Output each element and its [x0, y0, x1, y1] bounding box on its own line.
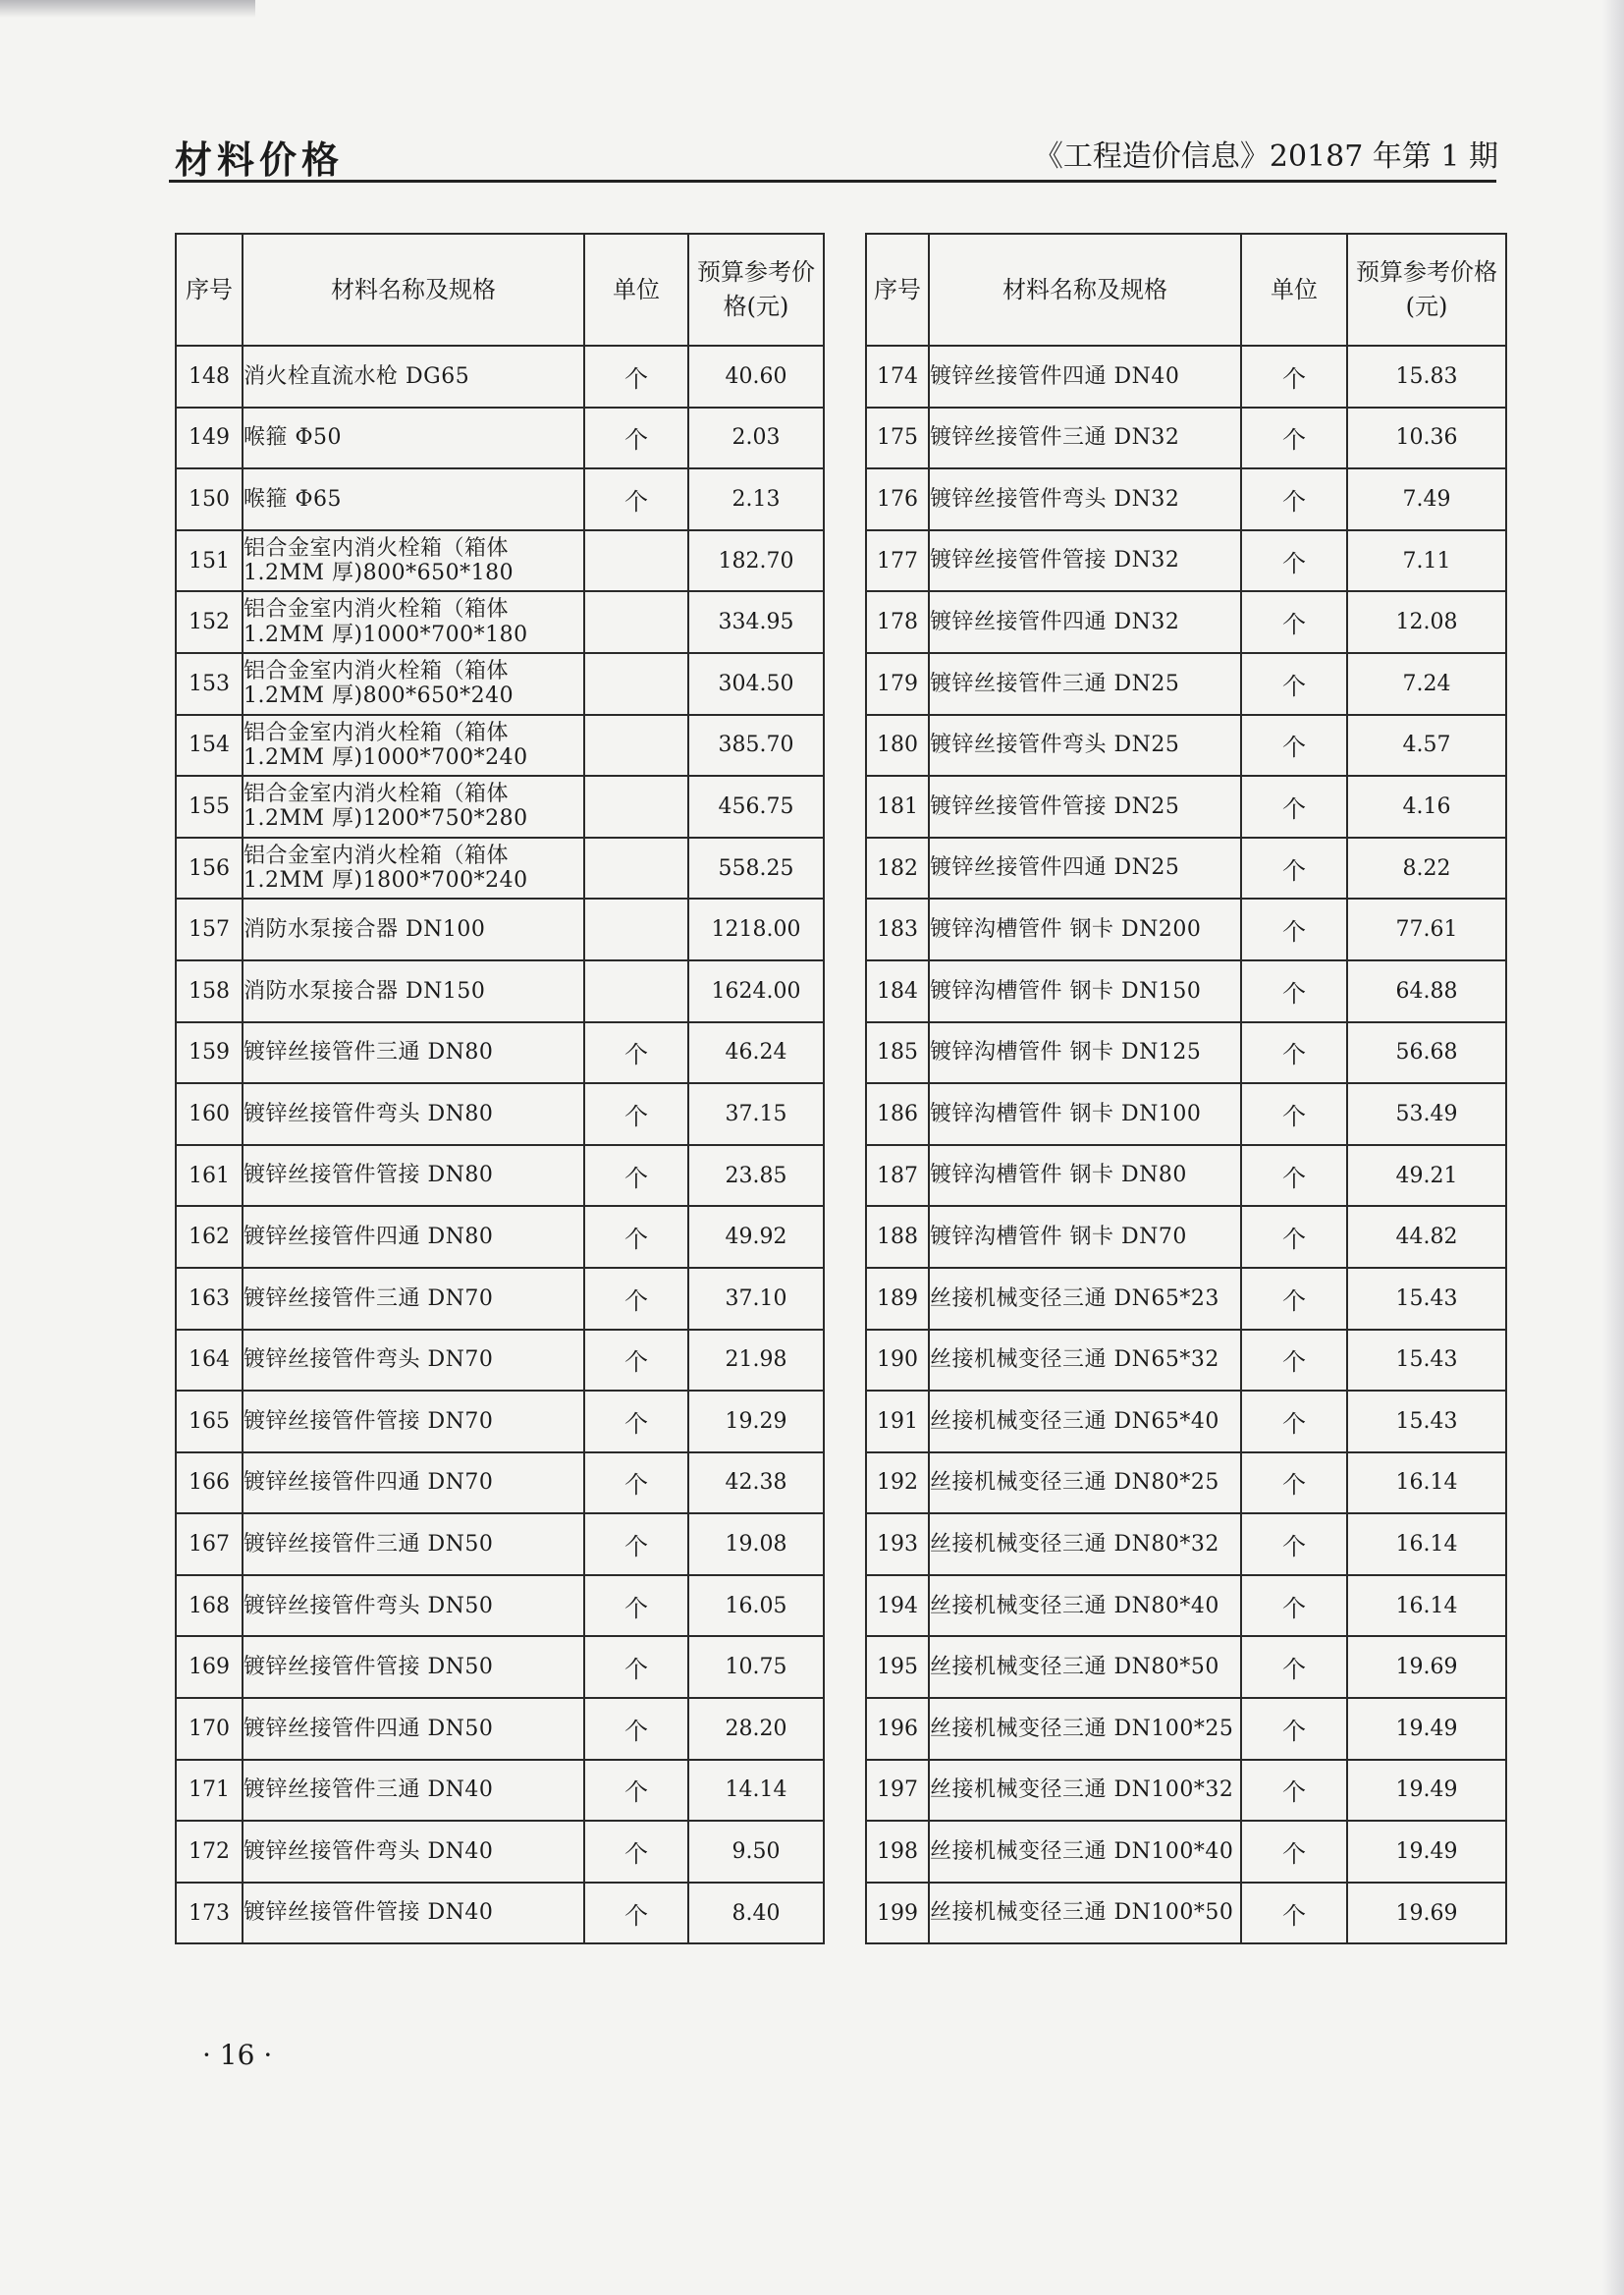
price-cell: 49.92	[688, 1206, 824, 1268]
name-cell: 镀锌丝接管件三通 DN32	[929, 408, 1241, 469]
seq-cell: 190	[866, 1330, 929, 1392]
table-row	[866, 1452, 1506, 1514]
unit-cell: 个	[1241, 1698, 1347, 1760]
seq-cell: 197	[866, 1760, 929, 1822]
unit-cell: 个	[1241, 1513, 1347, 1575]
column-header-seq: 序号	[176, 234, 243, 346]
table-row	[176, 1760, 824, 1822]
price-cell: 16.14	[1347, 1452, 1506, 1514]
seq-cell: 148	[176, 346, 243, 408]
price-cell: 16.05	[688, 1575, 824, 1637]
price-table-left	[175, 233, 825, 1944]
column-header-name: 材料名称及规格	[243, 234, 584, 346]
table-row	[866, 1636, 1506, 1698]
seq-cell: 162	[176, 1206, 243, 1268]
unit-cell: 个	[584, 1513, 688, 1575]
seq-cell: 166	[176, 1452, 243, 1514]
table-row	[176, 1206, 824, 1268]
table-row	[176, 1513, 824, 1575]
seq-cell: 150	[176, 468, 243, 530]
seq-cell: 156	[176, 838, 243, 900]
seq-cell: 168	[176, 1575, 243, 1637]
table-row	[866, 1268, 1506, 1330]
name-cell: 镀锌丝接管件管接 DN70	[243, 1391, 584, 1452]
table-row	[866, 1330, 1506, 1392]
table-row	[176, 346, 824, 408]
price-cell: 44.82	[1347, 1206, 1506, 1268]
seq-cell: 160	[176, 1083, 243, 1145]
seq-cell: 161	[176, 1145, 243, 1207]
price-cell: 21.98	[688, 1330, 824, 1392]
seq-cell: 175	[866, 408, 929, 469]
seq-cell: 149	[176, 408, 243, 469]
price-cell: 64.88	[1347, 960, 1506, 1022]
table-row	[176, 1698, 824, 1760]
name-cell: 镀锌沟槽管件 钢卡 DN200	[929, 899, 1241, 960]
table-row	[176, 1330, 824, 1392]
unit-cell: 个	[584, 1452, 688, 1514]
name-cell: 丝接机械变径三通 DN100*32	[929, 1760, 1241, 1822]
name-cell: 丝接机械变径三通 DN80*40	[929, 1575, 1241, 1637]
price-cell: 456.75	[688, 776, 824, 838]
table-row	[866, 591, 1506, 653]
price-cell: 15.43	[1347, 1391, 1506, 1452]
name-cell: 镀锌沟槽管件 钢卡 DN70	[929, 1206, 1241, 1268]
unit-cell: 个	[1241, 1083, 1347, 1145]
seq-cell: 187	[866, 1145, 929, 1207]
name-cell: 丝接机械变径三通 DN65*40	[929, 1391, 1241, 1452]
page-number: · 16 ·	[202, 2039, 273, 2071]
column-header-unit: 单位	[1241, 234, 1347, 346]
name-cell: 镀锌丝接管件管接 DN25	[929, 776, 1241, 838]
price-cell: 37.10	[688, 1268, 824, 1330]
seq-cell: 154	[176, 715, 243, 777]
name-cell: 铝合金室内消火栓箱（箱体1.2MM 厚)800*650*180	[243, 530, 584, 592]
unit-cell: 个	[1241, 1636, 1347, 1698]
price-cell: 40.60	[688, 346, 824, 408]
table-row	[176, 1883, 824, 1944]
name-cell: 铝合金室内消火栓箱（箱体1.2MM 厚)1800*700*240	[243, 838, 584, 900]
price-cell: 1218.00	[688, 899, 824, 960]
seq-cell: 174	[866, 346, 929, 408]
table-row	[176, 715, 824, 777]
seq-cell: 181	[866, 776, 929, 838]
unit-cell	[584, 899, 688, 960]
price-cell: 12.08	[1347, 591, 1506, 653]
price-cell: 16.14	[1347, 1575, 1506, 1637]
seq-cell: 180	[866, 715, 929, 777]
seq-cell: 188	[866, 1206, 929, 1268]
seq-cell: 198	[866, 1821, 929, 1883]
price-cell: 1624.00	[688, 960, 824, 1022]
unit-cell: 个	[584, 408, 688, 469]
unit-cell	[584, 776, 688, 838]
unit-cell: 个	[1241, 1821, 1347, 1883]
unit-cell: 个	[584, 1145, 688, 1207]
unit-cell: 个	[1241, 1883, 1347, 1944]
price-cell: 23.85	[688, 1145, 824, 1207]
price-cell: 10.75	[688, 1636, 824, 1698]
seq-cell: 186	[866, 1083, 929, 1145]
price-cell: 9.50	[688, 1821, 824, 1883]
unit-cell: 个	[1241, 530, 1347, 592]
name-cell: 镀锌丝接管件四通 DN70	[243, 1452, 584, 1514]
price-cell: 19.49	[1347, 1760, 1506, 1822]
unit-cell: 个	[1241, 1268, 1347, 1330]
unit-cell: 个	[584, 1821, 688, 1883]
table-row	[176, 530, 824, 592]
seq-cell: 159	[176, 1022, 243, 1084]
price-cell: 2.13	[688, 468, 824, 530]
table-row	[176, 1391, 824, 1452]
unit-cell: 个	[1241, 1022, 1347, 1084]
table-row	[176, 408, 824, 469]
seq-cell: 157	[176, 899, 243, 960]
price-cell: 46.24	[688, 1022, 824, 1084]
price-cell: 15.43	[1347, 1330, 1506, 1392]
price-cell: 8.40	[688, 1883, 824, 1944]
table-row	[176, 1636, 824, 1698]
unit-cell: 个	[1241, 1145, 1347, 1207]
price-cell: 37.15	[688, 1083, 824, 1145]
table-row	[176, 776, 824, 838]
name-cell: 喉箍 Φ50	[243, 408, 584, 469]
name-cell: 镀锌丝接管件弯头 DN50	[243, 1575, 584, 1637]
name-cell: 丝接机械变径三通 DN65*23	[929, 1268, 1241, 1330]
unit-cell: 个	[1241, 591, 1347, 653]
unit-cell: 个	[1241, 1760, 1347, 1822]
unit-cell: 个	[584, 1883, 688, 1944]
name-cell: 镀锌丝接管件管接 DN50	[243, 1636, 584, 1698]
unit-cell: 个	[1241, 838, 1347, 900]
name-cell: 镀锌丝接管件管接 DN32	[929, 530, 1241, 592]
seq-cell: 153	[176, 653, 243, 715]
seq-cell: 182	[866, 838, 929, 900]
name-cell: 镀锌丝接管件三通 DN50	[243, 1513, 584, 1575]
price-cell: 7.24	[1347, 653, 1506, 715]
name-cell: 喉箍 Φ65	[243, 468, 584, 530]
price-cell: 4.57	[1347, 715, 1506, 777]
unit-cell: 个	[1241, 1391, 1347, 1452]
price-cell: 53.49	[1347, 1083, 1506, 1145]
seq-cell: 158	[176, 960, 243, 1022]
unit-cell: 个	[1241, 899, 1347, 960]
price-cell: 49.21	[1347, 1145, 1506, 1207]
price-cell: 8.22	[1347, 838, 1506, 900]
name-cell: 丝接机械变径三通 DN100*50	[929, 1883, 1241, 1944]
table-row	[176, 960, 824, 1022]
table-row	[866, 408, 1506, 469]
price-cell: 19.29	[688, 1391, 824, 1452]
unit-cell: 个	[584, 1760, 688, 1822]
name-cell: 镀锌丝接管件弯头 DN32	[929, 468, 1241, 530]
seq-cell: 184	[866, 960, 929, 1022]
column-header-price: 预算参考价格(元)	[1347, 234, 1506, 346]
table-row	[866, 838, 1506, 900]
table-row	[866, 1698, 1506, 1760]
column-header-unit: 单位	[584, 234, 688, 346]
scan-edge-shadow	[1602, 0, 1624, 2295]
name-cell: 镀锌丝接管件四通 DN50	[243, 1698, 584, 1760]
name-cell: 镀锌丝接管件三通 DN70	[243, 1268, 584, 1330]
price-cell: 10.36	[1347, 408, 1506, 469]
name-cell: 丝接机械变径三通 DN100*25	[929, 1698, 1241, 1760]
seq-cell: 193	[866, 1513, 929, 1575]
table-row	[176, 1022, 824, 1084]
name-cell: 镀锌沟槽管件 钢卡 DN150	[929, 960, 1241, 1022]
unit-cell: 个	[584, 1575, 688, 1637]
table-row	[866, 960, 1506, 1022]
unit-cell: 个	[1241, 1452, 1347, 1514]
table-row	[176, 591, 824, 653]
name-cell: 丝接机械变径三通 DN65*32	[929, 1330, 1241, 1392]
table-row	[176, 838, 824, 900]
table-row	[866, 653, 1506, 715]
price-cell: 19.69	[1347, 1636, 1506, 1698]
price-cell: 182.70	[688, 530, 824, 592]
name-cell: 消火栓直流水枪 DG65	[243, 346, 584, 408]
publication-title: 《工程造价信息》20187 年第 1 期	[1033, 139, 1498, 174]
unit-cell: 个	[1241, 960, 1347, 1022]
name-cell: 铝合金室内消火栓箱（箱体1.2MM 厚)1000*700*180	[243, 591, 584, 653]
name-cell: 丝接机械变径三通 DN100*40	[929, 1821, 1241, 1883]
name-cell: 丝接机械变径三通 DN80*50	[929, 1636, 1241, 1698]
table-row	[866, 1821, 1506, 1883]
price-cell: 42.38	[688, 1452, 824, 1514]
seq-cell: 195	[866, 1636, 929, 1698]
seq-cell: 189	[866, 1268, 929, 1330]
name-cell: 镀锌丝接管件三通 DN40	[243, 1760, 584, 1822]
table-row	[176, 468, 824, 530]
unit-cell: 个	[584, 1268, 688, 1330]
unit-cell	[584, 838, 688, 900]
unit-cell: 个	[1241, 1206, 1347, 1268]
price-cell: 15.83	[1347, 346, 1506, 408]
seq-cell: 192	[866, 1452, 929, 1514]
seq-cell: 199	[866, 1883, 929, 1944]
table-row	[866, 899, 1506, 960]
name-cell: 镀锌沟槽管件 钢卡 DN80	[929, 1145, 1241, 1207]
table-row	[866, 1760, 1506, 1822]
name-cell: 丝接机械变径三通 DN80*25	[929, 1452, 1241, 1514]
table-row	[176, 1083, 824, 1145]
name-cell: 铝合金室内消火栓箱（箱体1.2MM 厚)800*650*240	[243, 653, 584, 715]
table-row	[866, 1391, 1506, 1452]
unit-cell: 个	[584, 1083, 688, 1145]
price-cell: 14.14	[688, 1760, 824, 1822]
name-cell: 镀锌丝接管件弯头 DN40	[243, 1821, 584, 1883]
price-cell: 385.70	[688, 715, 824, 777]
price-cell: 77.61	[1347, 899, 1506, 960]
price-cell: 558.25	[688, 838, 824, 900]
name-cell: 铝合金室内消火栓箱（箱体1.2MM 厚)1200*750*280	[243, 776, 584, 838]
price-cell: 28.20	[688, 1698, 824, 1760]
table-row	[176, 899, 824, 960]
seq-cell: 177	[866, 530, 929, 592]
price-cell: 304.50	[688, 653, 824, 715]
table-row	[866, 1145, 1506, 1207]
seq-cell: 183	[866, 899, 929, 960]
price-cell: 334.95	[688, 591, 824, 653]
unit-cell: 个	[1241, 1330, 1347, 1392]
name-cell: 镀锌丝接管件弯头 DN70	[243, 1330, 584, 1392]
seq-cell: 194	[866, 1575, 929, 1637]
unit-cell: 个	[584, 1636, 688, 1698]
table-row	[176, 1575, 824, 1637]
table-row	[866, 1575, 1506, 1637]
seq-cell: 176	[866, 468, 929, 530]
price-cell: 56.68	[1347, 1022, 1506, 1084]
name-cell: 镀锌丝接管件四通 DN80	[243, 1206, 584, 1268]
seq-cell: 185	[866, 1022, 929, 1084]
unit-cell: 个	[1241, 653, 1347, 715]
price-cell: 7.49	[1347, 468, 1506, 530]
unit-cell	[584, 591, 688, 653]
table-row	[176, 653, 824, 715]
seq-cell: 165	[176, 1391, 243, 1452]
table-row	[866, 1083, 1506, 1145]
seq-cell: 155	[176, 776, 243, 838]
column-header-seq: 序号	[866, 234, 929, 346]
seq-cell: 191	[866, 1391, 929, 1452]
table-row	[176, 1268, 824, 1330]
table-row	[866, 1206, 1506, 1268]
name-cell: 镀锌丝接管件四通 DN25	[929, 838, 1241, 900]
name-cell: 消防水泵接合器 DN150	[243, 960, 584, 1022]
section-title: 材料价格	[175, 138, 345, 182]
table-header-row	[866, 234, 1506, 346]
unit-cell: 个	[1241, 715, 1347, 777]
name-cell: 铝合金室内消火栓箱（箱体1.2MM 厚)1000*700*240	[243, 715, 584, 777]
name-cell: 镀锌丝接管件管接 DN80	[243, 1145, 584, 1207]
unit-cell	[584, 715, 688, 777]
name-cell: 丝接机械变径三通 DN80*32	[929, 1513, 1241, 1575]
column-header-name: 材料名称及规格	[929, 234, 1241, 346]
price-cell: 15.43	[1347, 1268, 1506, 1330]
name-cell: 消防水泵接合器 DN100	[243, 899, 584, 960]
price-cell: 2.03	[688, 408, 824, 469]
name-cell: 镀锌沟槽管件 钢卡 DN100	[929, 1083, 1241, 1145]
seq-cell: 196	[866, 1698, 929, 1760]
name-cell: 镀锌丝接管件弯头 DN80	[243, 1083, 584, 1145]
unit-cell: 个	[584, 1698, 688, 1760]
unit-cell: 个	[584, 1330, 688, 1392]
name-cell: 镀锌丝接管件三通 DN80	[243, 1022, 584, 1084]
seq-cell: 164	[176, 1330, 243, 1392]
price-cell: 19.08	[688, 1513, 824, 1575]
seq-cell: 171	[176, 1760, 243, 1822]
seq-cell: 173	[176, 1883, 243, 1944]
table-row	[866, 346, 1506, 408]
seq-cell: 179	[866, 653, 929, 715]
seq-cell: 169	[176, 1636, 243, 1698]
seq-cell: 167	[176, 1513, 243, 1575]
table-row	[176, 1452, 824, 1514]
unit-cell: 个	[584, 1022, 688, 1084]
unit-cell: 个	[1241, 776, 1347, 838]
table-row	[866, 530, 1506, 592]
price-cell: 4.16	[1347, 776, 1506, 838]
seq-cell: 172	[176, 1821, 243, 1883]
seq-cell: 178	[866, 591, 929, 653]
unit-cell: 个	[584, 1391, 688, 1452]
column-header-price: 预算参考价格(元)	[688, 234, 824, 346]
unit-cell: 个	[1241, 468, 1347, 530]
unit-cell	[584, 530, 688, 592]
unit-cell: 个	[1241, 408, 1347, 469]
table-row	[866, 715, 1506, 777]
name-cell: 镀锌丝接管件四通 DN40	[929, 346, 1241, 408]
price-table-right	[865, 233, 1507, 1944]
price-cell: 7.11	[1347, 530, 1506, 592]
table-row	[866, 1513, 1506, 1575]
seq-cell: 152	[176, 591, 243, 653]
price-cell: 19.49	[1347, 1698, 1506, 1760]
unit-cell	[584, 960, 688, 1022]
table-row	[176, 1145, 824, 1207]
unit-cell: 个	[1241, 346, 1347, 408]
unit-cell: 个	[1241, 1575, 1347, 1637]
price-cell: 16.14	[1347, 1513, 1506, 1575]
table-row	[866, 468, 1506, 530]
unit-cell: 个	[584, 1206, 688, 1268]
name-cell: 镀锌沟槽管件 钢卡 DN125	[929, 1022, 1241, 1084]
table-row	[866, 1022, 1506, 1084]
name-cell: 镀锌丝接管件三通 DN25	[929, 653, 1241, 715]
seq-cell: 163	[176, 1268, 243, 1330]
unit-cell: 个	[584, 468, 688, 530]
table-header-row	[176, 234, 824, 346]
table-row	[866, 776, 1506, 838]
name-cell: 镀锌丝接管件管接 DN40	[243, 1883, 584, 1944]
header-divider	[169, 180, 1496, 183]
price-cell: 19.49	[1347, 1821, 1506, 1883]
unit-cell	[584, 653, 688, 715]
scan-shadow	[0, 0, 255, 18]
price-cell: 19.69	[1347, 1883, 1506, 1944]
unit-cell: 个	[584, 346, 688, 408]
table-row	[866, 1883, 1506, 1944]
table-row	[176, 1821, 824, 1883]
name-cell: 镀锌丝接管件弯头 DN25	[929, 715, 1241, 777]
seq-cell: 151	[176, 530, 243, 592]
name-cell: 镀锌丝接管件四通 DN32	[929, 591, 1241, 653]
seq-cell: 170	[176, 1698, 243, 1760]
